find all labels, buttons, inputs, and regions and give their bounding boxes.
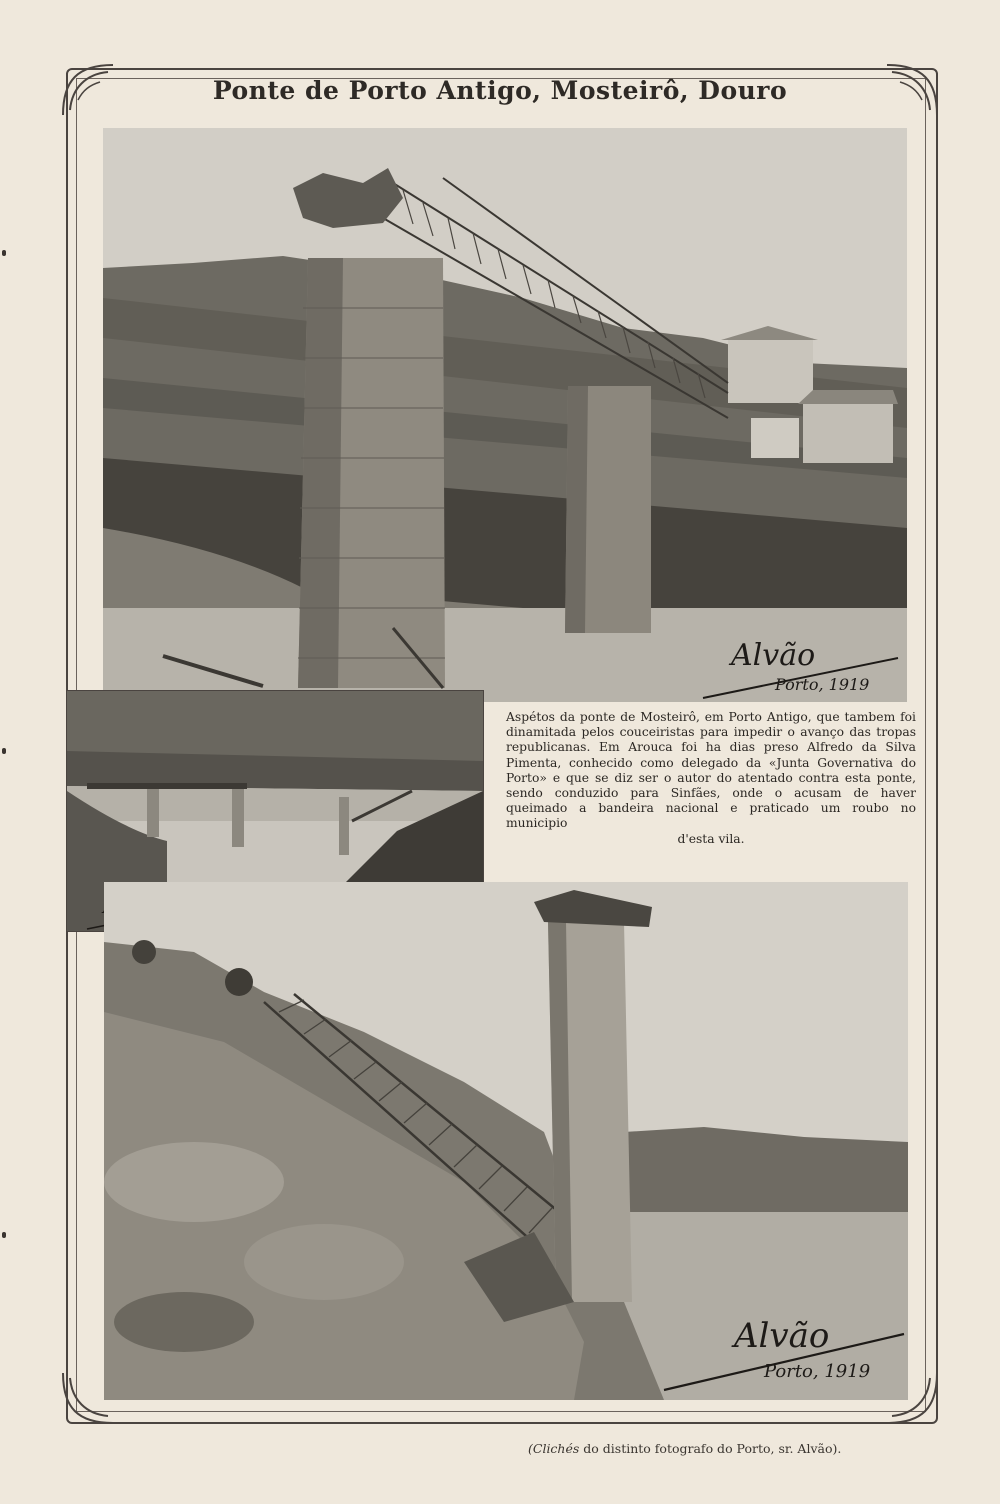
photo-collapsed-span [104, 882, 908, 1400]
photo-signature-place: Porto, 1919 [764, 1361, 871, 1382]
page-title: Ponte de Porto Antigo, Mosteirô, Douro [212, 76, 788, 105]
credit-italic: (Clichés [528, 1441, 580, 1456]
caption-text-end: d'esta vila. [677, 831, 745, 846]
binding-mark [2, 250, 6, 256]
photo-bridge-pillars [103, 128, 907, 702]
photo-signature-place: Porto, 1919 [775, 675, 870, 694]
photo-credit [528, 1441, 948, 1456]
photo-signature: Alvão [734, 1316, 830, 1356]
photo-caption [506, 710, 916, 847]
photo-signature: Alvão [731, 638, 816, 673]
credit-text: do distinto fotografo do Porto, sr. Alvão). [583, 1441, 842, 1456]
caption-text: Aspétos da ponte de Mosteirô, em Porto Antigo, que tambem foi dinamitada pelos couceiristas para impedir o avanço das tropas republicanas. Em Arouca foi ha dias preso Alfredo da Silva Pimenta, conhecido como delegado da «Junta Governativa do Porto» e que se diz ser o autor do atentado contra esta ponte, sendo conduzido para Sinfães, onde o acusam de haver queimado a bandeira nacional e praticado um roubo no municipio [506, 710, 916, 831]
binding-mark [2, 1232, 6, 1238]
binding-mark [2, 748, 6, 754]
